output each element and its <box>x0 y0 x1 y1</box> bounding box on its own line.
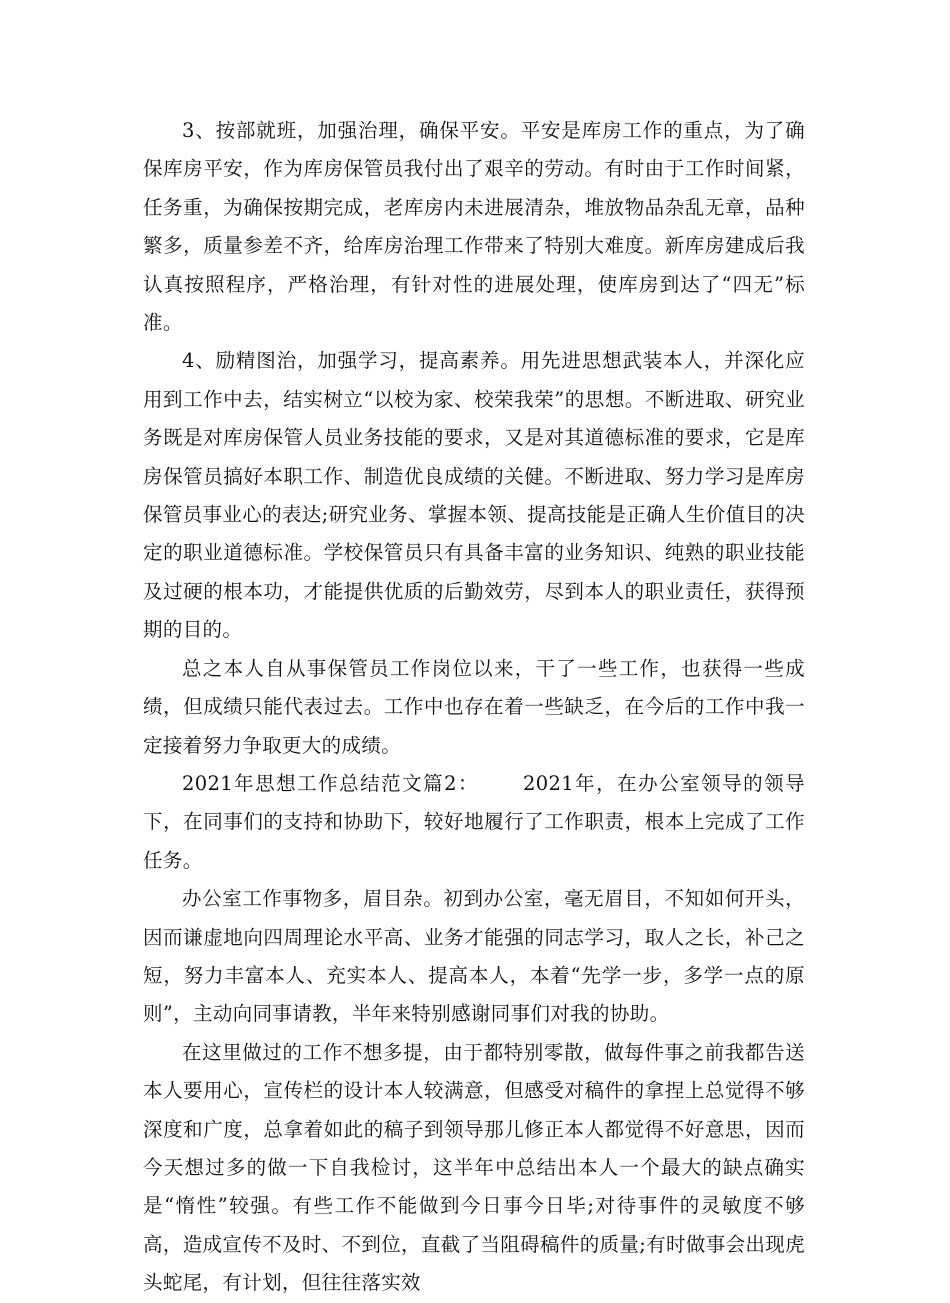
document-page <box>143 112 805 1303</box>
paragraph-3: 总之本人自从事保管员工作岗位以来，干了一些工作，也获得一些成绩，但成绩只能代表过去。工作中也存在着一些缺乏，在今后的工作中我一定接着努力争取更大的成绩。 <box>143 656 805 757</box>
paragraph-2: 4、励精图治，加强学习，提高素养。用先进思想武装本人，并深化应用到工作中去，结实树立“以校为家、校荣我荣”的思想。不断进取、研究业务既是对库房保管人员业务技能的要求，又是对其道德标准的要求，它是库房保管员搞好本职工作、制造优良成绩的关健。不断进取、努力学习是库房保管员事业心的表达;研究业务、掌握本领、提高技能是正确人生价值目的决定的职业道德标准。学校保管员只有具备丰富的业务知识、纯熟的职业技能及过硬的根本功，才能提供优质的后勤效劳，尽到本人的职业责任，获得预期的目的。 <box>143 349 805 642</box>
section-heading: 2021年思想工作总结范文篇2： <box>182 771 480 795</box>
paragraph-5: 办公室工作事物多，眉目杂。初到办公室，毫无眉目，不知如何开头，因而谦虚地向四周理论水平高、业务才能强的同志学习，取人之长，补己之短，努力丰富本人、充实本人、提高本人，本着“先学一步，多学一点的原则”，主动向同事请教，半年来特别感谢同事们对我的协助。 <box>143 887 805 1026</box>
paragraph-6: 在这里做过的工作不想多提，由于都特别零散，做每件事之前我都告送本人要用心，宣传栏的设计本人较满意，但感受对稿件的拿捏上总觉得不够深度和广度，总拿着如此的稿子到领导那儿修正本人都觉得不好意思，因而今天想过多的做一下自我检讨，这半年中总结出本人一个最大的缺点确实是“惰性”较强。有些工作不能做到今日事今日毕;对待事件的灵敏度不够高，造成宣传不及时、不到位，直截了当阻碍稿件的质量;有时做事会出现虎头蛇尾，有计划，但往往落实效 <box>143 1040 805 1295</box>
paragraph-4-text: 2021年，在办公室领导的领导下，在同事们的支持和协助下，较好地履行了工作职责，根本上完成了工作任务。 <box>143 771 805 872</box>
paragraph-1: 3、按部就班，加强治理，确保平安。平安是库房工作的重点，为了确保库房平安，作为库房保管员我付出了艰辛的劳动。有时由于工作时间紧，任务重，为确保按期完成，老库房内未进展清杂，堆放物品杂乱无章，品种繁多，质量参差不齐，给库房治理工作带来了特别大难度。新库房建成后我认真按照程序，严格治理，有针对性的进展处理，使库房到达了“四无”标准。 <box>143 119 805 335</box>
paragraph-4 <box>143 765 805 880</box>
